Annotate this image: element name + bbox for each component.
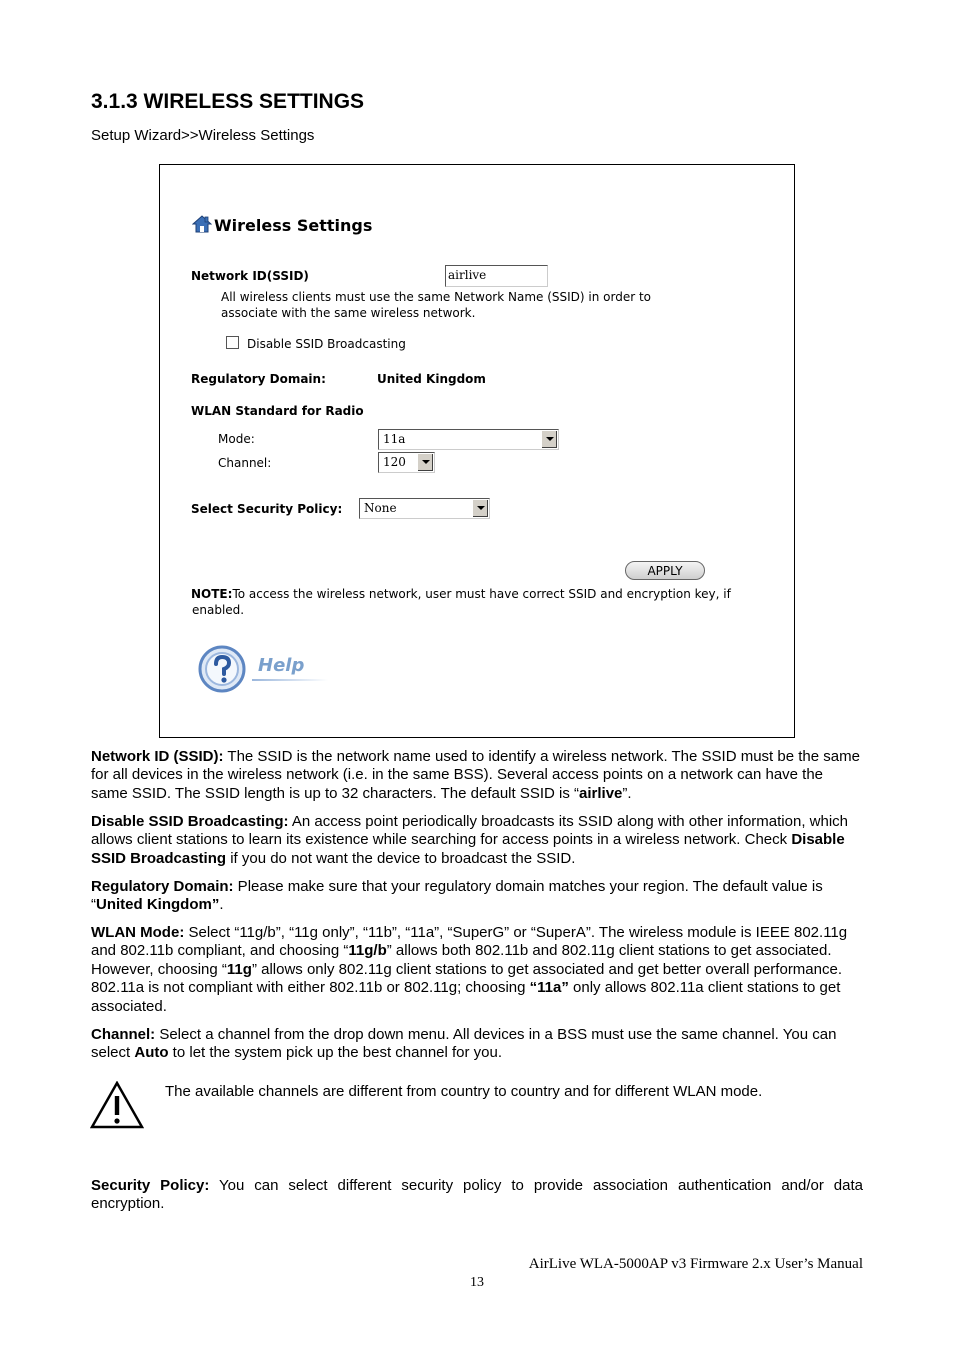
disable-ssid-paragraph <box>91 813 863 868</box>
chevron-down-icon[interactable] <box>541 431 557 448</box>
regulatory-domain-label: Regulatory Domain: <box>191 372 326 386</box>
help-link[interactable]: Help <box>258 655 305 676</box>
wlanmode-bold1: 11g/b <box>348 942 387 960</box>
regdomain-text: Please make sure that your regulatory domain matches your region. The default value is “ <box>91 878 823 914</box>
regulatory-domain-value: United Kingdom <box>377 372 486 386</box>
disable-term: Disable SSID Broadcasting: <box>91 813 289 830</box>
wlanmode-text2: ” allows both 802.11b and 802.11g client stations to get associated. However, choosing “ <box>91 942 832 978</box>
help-question-icon[interactable] <box>198 643 250 695</box>
channel-label: Channel: <box>218 456 272 470</box>
regdomain-paragraph <box>91 878 863 915</box>
disable-ssid-label: Disable SSID Broadcasting <box>247 337 406 351</box>
channel-select[interactable] <box>378 452 435 473</box>
wlanmode-bold2: 11g <box>226 960 252 978</box>
mode-select-value: 11a <box>383 432 406 446</box>
apply-button[interactable]: APPLY <box>625 561 705 580</box>
home-icon <box>192 214 212 234</box>
ssid-description-line1: All wireless clients must use the same Network Name (SSID) in order to <box>221 290 652 304</box>
note-line1 <box>191 587 731 601</box>
wlanmode-bold3: “11a” <box>529 979 569 997</box>
regdomain-default: United Kingdom” <box>96 896 220 914</box>
disable-ssid-checkbox[interactable] <box>226 336 239 349</box>
ssid-label: Network ID(SSID) <box>191 269 309 283</box>
ssid-end: ”. <box>622 784 632 802</box>
ssid-description-line2: associate with the same wireless network. <box>221 306 476 320</box>
note-text: To access the wireless network, user must have correct SSID and encryption key, if <box>232 587 731 601</box>
channel-auto: Auto <box>134 1044 169 1062</box>
security-policy-select[interactable] <box>359 498 490 519</box>
ssid-default: airlive <box>579 784 623 802</box>
disable-bold: Disable SSID Broadcasting <box>91 831 845 867</box>
warning-text: The available channels are different from country to country and for different WLAN mode. <box>165 1083 763 1100</box>
wlanmode-term: WLAN Mode: <box>91 924 185 941</box>
security-paragraph <box>91 1177 863 1214</box>
channel-term: Channel: <box>91 1026 156 1043</box>
screenshot-title: Wireless Settings <box>214 216 373 235</box>
channel-select-value: 120 <box>383 455 406 469</box>
note-bold: NOTE: <box>191 587 233 601</box>
ssid-text: The SSID is the network name used to identify a wireless network. The SSID must be the same for all devices in the wireless network (i.e. in the same BSS). Several access points on a network can have the same SSID. The SSID length is up to 32 characters. The default SSID is “ <box>91 748 860 802</box>
channel-end: to let the system pick up the best channel for you. <box>168 1044 503 1062</box>
regdomain-term: Regulatory Domain: <box>91 878 234 895</box>
mode-select[interactable] <box>378 429 559 450</box>
section-heading: 3.1.3 WIRELESS SETTINGS <box>91 90 365 113</box>
regdomain-end: . <box>219 896 224 914</box>
ssid-term: Network ID (SSID): <box>91 748 224 765</box>
mode-label: Mode: <box>218 432 255 446</box>
page-number: 13 <box>470 1275 484 1290</box>
wlanmode-text3: ” allows only 802.11g client stations to get associated and get better overall performance. 802.11a is not compliant with either 802.11b or 802.11g; choosing <box>91 960 842 997</box>
wlanmode-text1: Select “11g/b”, “11g only”, “11b”, “11a”, “SuperG” or “SuperA”. The wireless module is IEEE 802.11g and 802.11b compliant, and choosing “ <box>91 924 848 960</box>
security-term: Security Policy: <box>91 1177 210 1194</box>
channel-paragraph <box>91 1026 863 1063</box>
disable-end: if you do not want the device to broadcast the SSID. <box>226 849 576 867</box>
wlan-standard-label: WLAN Standard for Radio <box>191 404 364 418</box>
chevron-down-icon[interactable] <box>472 500 488 517</box>
ssid-paragraph <box>91 748 863 803</box>
channel-text: Select a channel from the drop down menu. All devices in a BSS must use the same channel. You can select <box>91 1026 837 1062</box>
note-line2: enabled. <box>192 603 245 617</box>
wlanmode-text4: only allows 802.11a client stations to get associated. <box>91 979 841 1015</box>
wlan-mode-paragraph <box>91 924 863 1016</box>
security-text: You can select different security policy to provide association authentication and/or data encryption. <box>91 1177 863 1213</box>
manual-footer: AirLive WLA-5000AP v3 Firmware 2.x User’s Manual <box>528 1256 863 1272</box>
breadcrumb: Setup Wizard>>Wireless Settings <box>91 127 315 144</box>
ssid-input[interactable]: airlive <box>445 265 548 287</box>
help-underline <box>252 679 328 681</box>
security-policy-value: None <box>364 501 397 515</box>
wireless-settings-screenshot <box>159 164 795 738</box>
chevron-down-icon[interactable] <box>417 454 433 471</box>
security-policy-label: Select Security Policy: <box>191 502 343 516</box>
warning-icon <box>90 1081 144 1129</box>
disable-text: An access point periodically broadcasts its SSID along with other information, which allows client stations to learn its existence while searching for access points in a wireless network. Check <box>91 813 849 849</box>
